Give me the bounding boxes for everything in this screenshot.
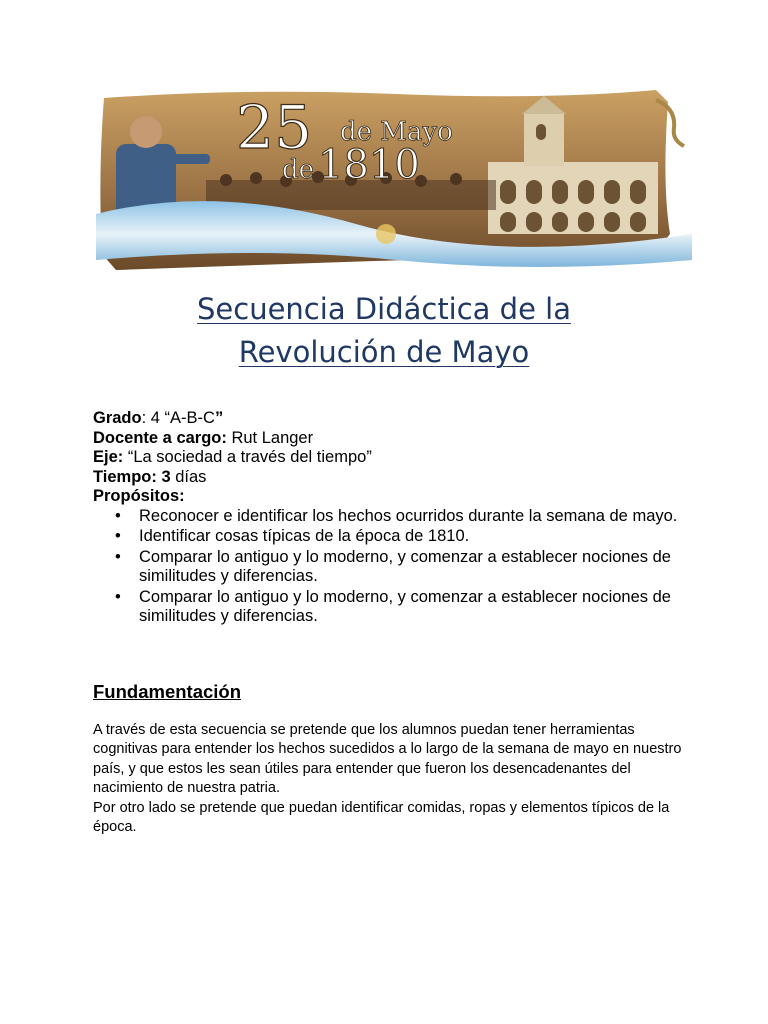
grado-label: Grado <box>93 409 142 427</box>
propositos-list <box>93 507 693 627</box>
title-line-1: Secuencia Didáctica de la <box>197 292 571 326</box>
title-line-2: Revolución de Mayo <box>238 335 530 369</box>
fundamentacion-body <box>93 721 683 837</box>
docente-value: Rut Langer <box>226 428 314 447</box>
banner-year: 1810 <box>318 142 420 188</box>
grado-row <box>93 409 693 429</box>
banner-month: de Mayo <box>340 117 453 147</box>
fundamentacion-heading: Fundamentación <box>93 681 242 702</box>
docente-row <box>93 429 693 449</box>
tiempo-value: días <box>170 467 207 486</box>
propositos-label: Propósitos: <box>93 487 185 505</box>
fundamentacion-paragraph-1: A través de esta secuencia se pretende que los alumnos puedan tener herramientas cognitivas para entender los hechos sucedidos a lo largo de la semana de mayo en nuestro país, y que estos les sean útiles para entender que fueron los desencadenantes del nacimiento de nuestra patria. <box>93 722 682 797</box>
banner-day: 25 <box>236 93 313 163</box>
propositos-row <box>93 487 693 507</box>
banner-illustration <box>96 84 692 290</box>
eje-value: “La sociedad a través del tiempo” <box>123 448 372 466</box>
document-title <box>0 288 768 374</box>
header-banner-image <box>96 84 692 290</box>
course-info <box>93 409 693 628</box>
list-item: • Comparar lo antiguo y lo moderno, y comenzar a establecer nociones de similitudes y diferencias. <box>139 548 693 587</box>
tiempo-label: Tiempo: 3 <box>93 467 171 486</box>
list-item: • Identificar cosas típicas de la época de 1810. <box>139 527 693 547</box>
tiempo-row <box>93 468 693 488</box>
docente-label: Docente a cargo: <box>93 428 227 447</box>
eje-row <box>93 448 693 468</box>
grado-close-quote: ” <box>214 409 224 427</box>
eje-label: Eje: <box>93 448 124 466</box>
fundamentacion-paragraph-2: Por otro lado se pretende que puedan identificar comidas, ropas y elementos típicos de la época. <box>93 799 670 836</box>
grado-value: : 4 “A-B-C <box>141 409 215 427</box>
list-item: • Reconocer e identificar los hechos ocurridos durante la semana de mayo. <box>139 507 693 527</box>
banner-year-prefix: de <box>282 155 315 185</box>
list-item: • Comparar lo antiguo y lo moderno, y comenzar a establecer nociones de similitudes y diferencias. <box>139 588 693 627</box>
